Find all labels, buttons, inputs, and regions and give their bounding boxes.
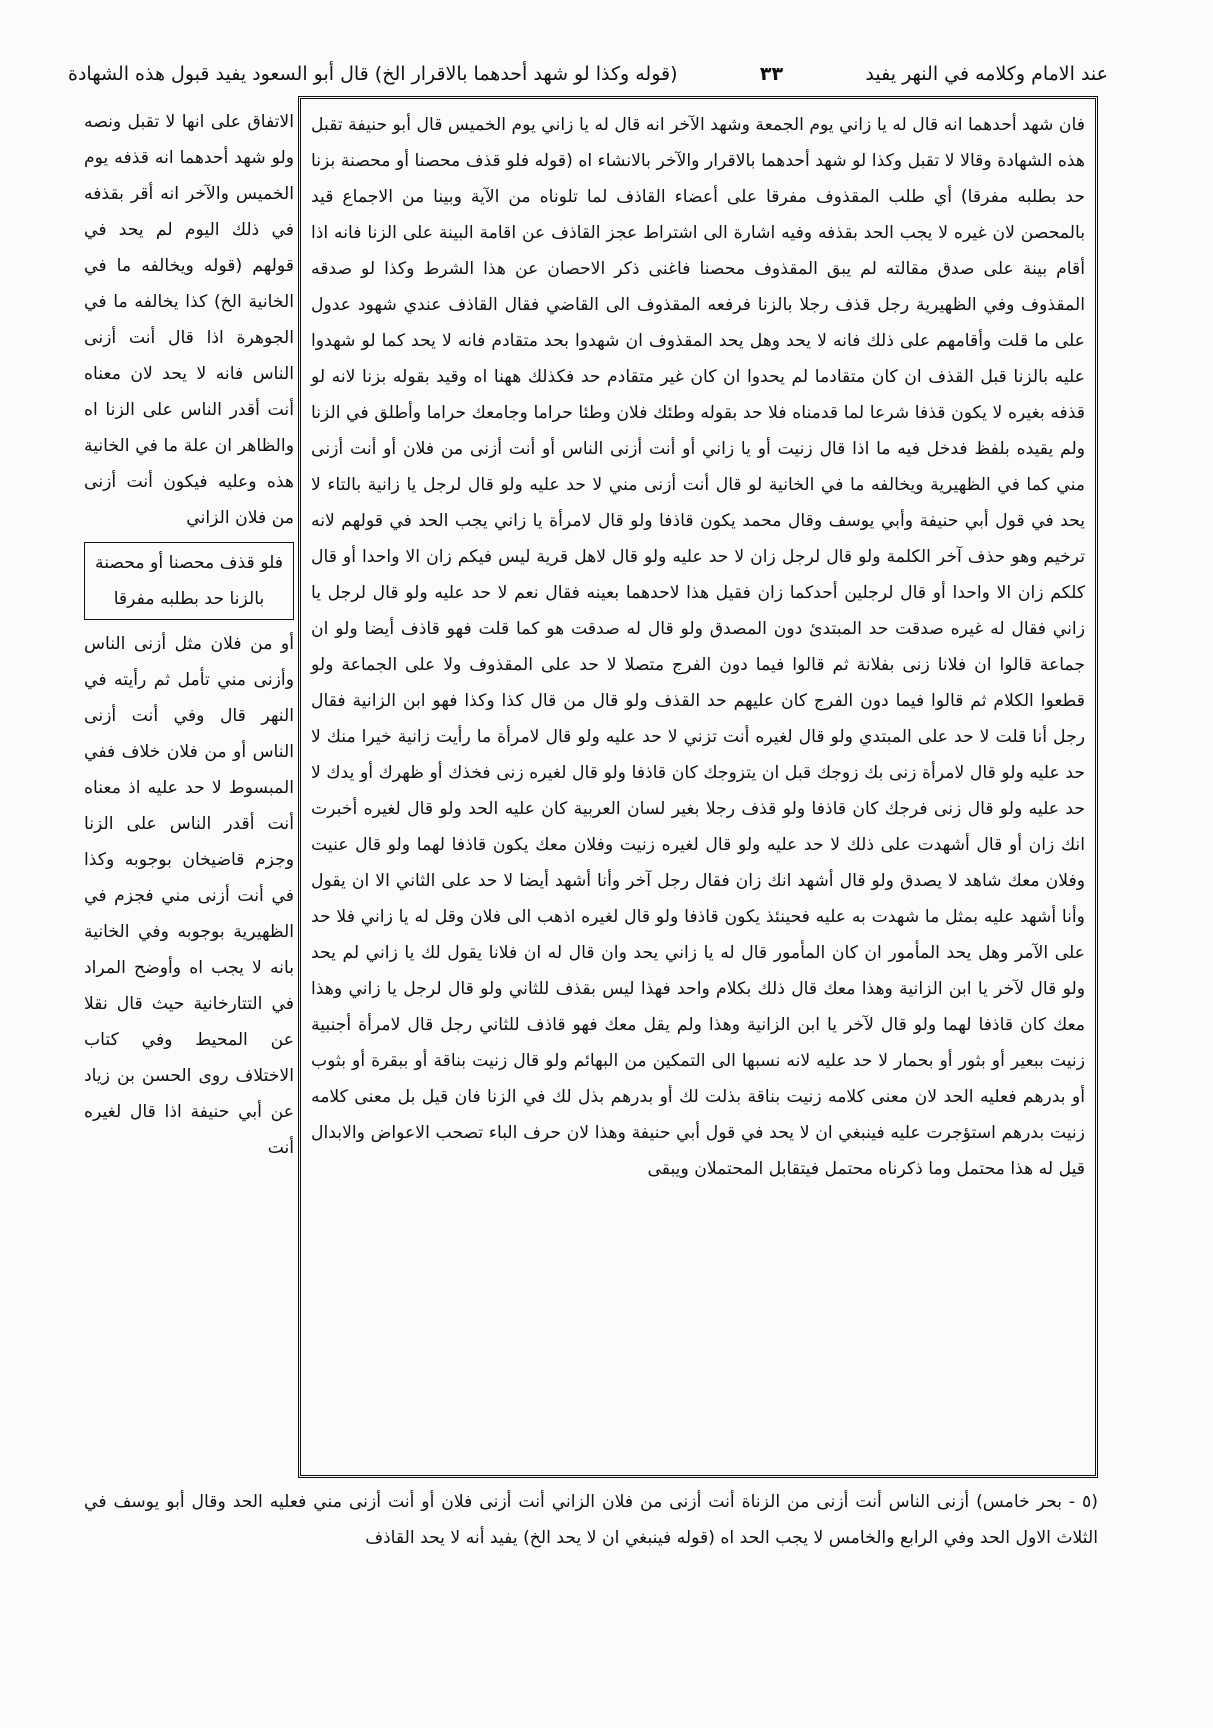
page-number: ٣٣	[759, 62, 784, 85]
margin-commentary	[84, 104, 294, 1478]
footnote: (٥ - بحر خامس) أزنى الناس أنت أزنى من الزناة أنت أزنى من فلان الزاني أنت أزنى فلان أو أنت أزنى مني فعليه الحد وقال أبو يوسف في الثلاث الاول الحد وفي الرابع والخامس لا يجب الحد اه (قوله فينبغي ان لا يحد الخ) يفيد أنه لا يحد القاذف	[84, 1492, 1098, 1548]
running-head-title: (قوله وكذا لو شهد أحدهما بالاقرار الخ) قال أبو السعود يفيد قبول هذه الشهادة	[68, 62, 678, 85]
main-text-frame	[298, 96, 1098, 1478]
running-head-continuation: عند الامام وكلامه في النهر يفيد	[865, 62, 1108, 85]
running-head	[68, 52, 1108, 96]
margin-commentary-block-1: الاتفاق على انها لا تقبل ونصه ولو شهد أحدهما انه قذفه يوم الخميس والآخر انه أقر بقذفه في ذلك اليوم لم يحد في قولهم (قوله ويخالفه ما في الخانية الخ) كذا يخالفه ما في الجوهرة اذا قال أنت أزنى الناس فانه لا يحد لان معناه أنت أقدر الناس على الزنا اه والظاهر ان علة ما في الخانية هذه وعليه فيكون أنت أزنى من فلان الزاني	[84, 112, 294, 528]
margin-commentary-block-2: أو من فلان مثل أزنى الناس وأزنى مني تأمل ثم رأيته في النهر قال وفي أنت أزنى الناس أو من فلان خلاف ففي المبسوط لا حد عليه اذ معناه أنت أقدر الناس على الزنا وجزم قاضيخان بوجوبه وكذا في أنت أزنى مني فجزم في الظهيرية بوجوبه وفي الخانية بانه لا يجب اه وأوضح المراد في التتارخانية حيث قال نقلا عن المحيط وفي كتاب الاختلاف روى الحسن بن زياد عن أبي حنيفة اذا قال لغيره أنت	[84, 634, 294, 1158]
main-text: فان شهد أحدهما انه قال له يا زاني يوم الجمعة وشهد الآخر انه قال له يا زاني يوم الخميس قال أبو حنيفة تقبل هذه الشهادة وقالا لا تقبل وكذا لو شهد أحدهما بالاقرار والآخر بالانشاء اه (قوله فلو قذف محصنا أو محصنة بزنا حد بطلبه مفرقا) أي طلب المقذوف مفرقا على أعضاء القاذف لما تلوناه من الآية وبينا من الاجماع قيد بالمحصن لان غيره لا يجب الحد بقذفه وفيه اشارة الى اشتراط عجز القاذف عن اقامة البينة على الزنا فانه اذا أقام بينة على صدق مقالته لم يبق المقذوف محصنا فاغنى ذكر الاحصان عن هذا الشرط وكذا لو صدقه المقذوف وفي الظهيرية رجل قذف رجلا بالزنا فرفعه المقذوف الى القاضي فقال القاذف عندي شهود عدول على ما قلت وأقامهم على ذلك فانه لا يحد وهل يحد المقذوف ان شهدوا بحد متقادم فانه لا يحد كما لو شهدوا عليه بالزنا قبل القذف ان كان متقادما لم يحدوا ان كان غير متقادم حد فكذلك ههنا اه وقيد بقوله بزنا لانه لو قذفه بغيره لا يكون قذفا شرعا لما قدمناه فلا حد بقوله وطئك فلان وطئا حراما وجامعك حراما وأطلق في الزنا ولم يقيده بلفظ فدخل فيه ما اذا قال زنيت أو يا زاني أو أنت أزنى الناس أو أنت أزنى من فلان أو أنت أزنى مني كما في الظهيرية ويخالفه ما في الخانية لو قال أنت أزنى مني لا حد عليه ولو قال لرجل يا زانية بالتاء لا يحد في قول أبي حنيفة وأبي يوسف وقال محمد يكون قاذفا ولو قال لامرأة يا زاني يجب الحد في قولهم لانه ترخيم وهو حذف آخر الكلمة ولو قال لرجل زان لا حد عليه ولو قال لاهل قرية ليس فيكم زان الا واحدا أو قال كلكم زان الا واحدا أو قال لرجلين أحدكما زان فقيل هذا لاحدهما بعينه فقال نعم لا حد عليه ولو قال لرجل يا زاني فقال له غيره صدقت حد المبتدئ دون المصدق ولو قال له صدقت هو كما قلت فهو قاذف أيضا ولو ان جماعة قالوا ان فلانا زنى بفلانة ثم قالوا فيما دون الفرج متصلا لا حد على المقذوف ولا على الجماعة ولو قطعوا الكلام ثم قالوا فيما دون الفرج كان عليهم حد القذف ولو قال من قال كذا وكذا فهو ابن الزانية فقال رجل أنا قلت لا حد على المبتدي ولو قال لغيره أنت تزني لا حد عليه ولو قال لامرأة ما رأيت زانية خيرا منك لا حد عليه ولو قال لامرأة زنى بك زوجك قبل ان يتزوجك كان قاذفا ولو قال لغيره زنى فخذك أو ظهرك أو يدك لا حد عليه ولو قال زنى فرجك كان قاذفا ولو قذف رجلا بغير لسان العربية كان عليه الحد ولو قال لغيره أخبرت انك زان أو قال أشهدت على ذلك لا حد عليه ولو قال لغيره زنيت وفلان معك يكون قاذفا لهما ولو قال عنيت وفلان معك شاهد لا يصدق ولو قال أشهد انك زان فقال رجل آخر وأنا أشهد أيضا لا حد على الثاني الا ان يقول وأنا أشهد عليه بمثل ما شهدت به عليه فحينئذ يكون قاذفا ولو قال لغيره اذهب الى فلان وقل له يا زاني فلا حد على الآمر وهل يحد المأمور ان كان المأمور قال له يا زاني يحد وان قال له ان فلانا يقول لك يا زاني لم يحد ولو قال لآخر يا ابن الزانية وهذا معك قال ذلك بكلام واحد فهذا ليس بقذف للثاني ولو قال لرجل يا زاني وهذا معك كان قاذفا لهما ولو قال لآخر يا ابن الزانية وهذا ولم يقل معك فهو قاذف للثاني رجل قال لامرأة أجنبية زنيت ببعير أو بثور أو بحمار لا حد عليه لانه نسبها الى التمكين من البهائم ولو قال زنيت بناقة أو ببقرة أو بثوب أو بدرهم فعليه الحد لان معنى كلامه زنيت بناقة بذلت لك أو بدرهم بذل لك في الزنا فان قيل بل معنى كلامه زنيت بدرهم استؤجرت عليه فينبغي ان لا يحد في قول أبي حنيفة وهذا لان حرف الباء تصحب الاعواض والابدال قيل له هذا محتمل وما ذكرناه محتمل فيتقابل المحتملان ويبقى	[311, 115, 1085, 1179]
margin-caption: فلو قذف محصنا أو محصنة بالزنا حد بطلبه مفرقا	[84, 542, 294, 620]
